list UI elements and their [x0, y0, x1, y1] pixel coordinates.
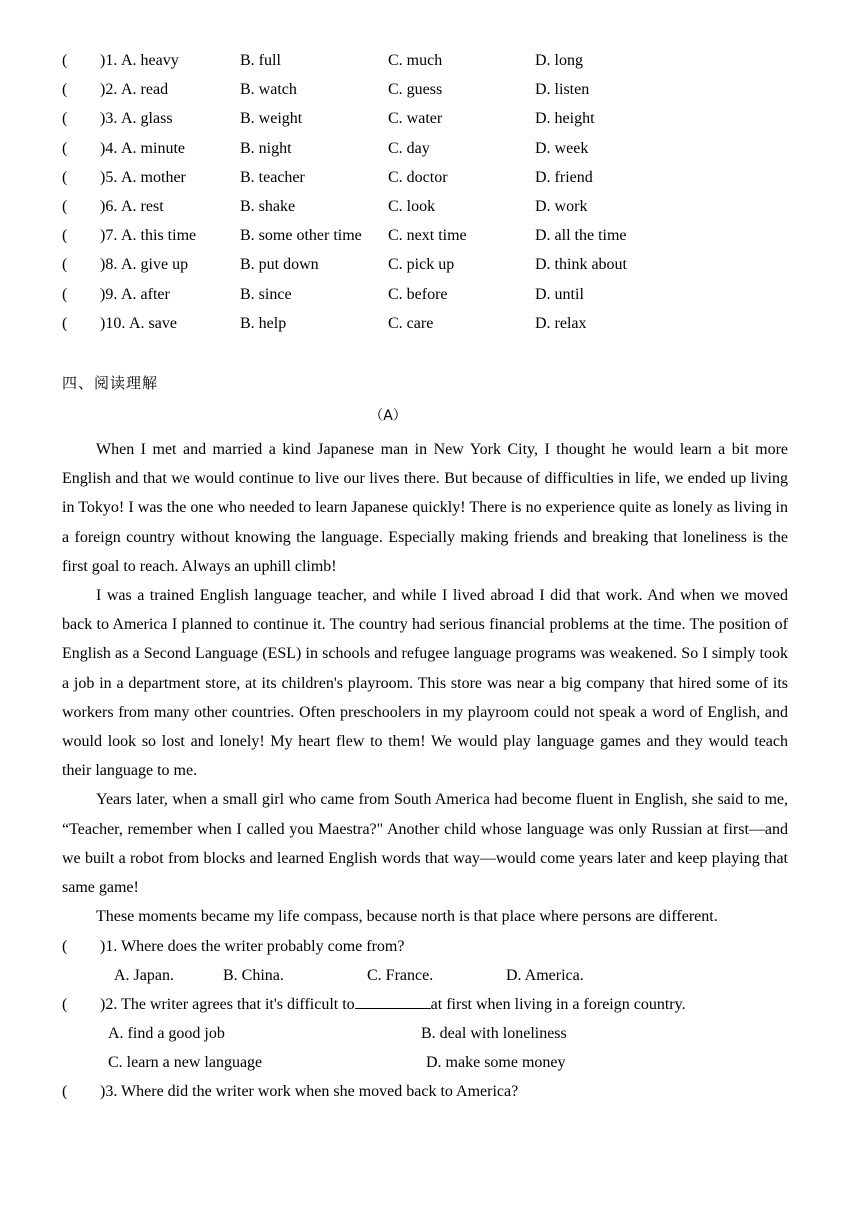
question-number: )3. [100, 110, 118, 128]
option-c: C. care [388, 314, 434, 332]
option-b: B. teacher [240, 168, 305, 186]
option-d: D. long [535, 52, 583, 69]
option-d: D. work [535, 198, 588, 215]
question-text-after: at first when living in a foreign country. [430, 996, 686, 1013]
choice-b: B. China. [223, 967, 284, 984]
option-b: B. shake [240, 198, 296, 215]
option-d: D. until [535, 285, 584, 303]
choice-b: B. deal with loneliness [421, 1025, 567, 1042]
answer-paren-open: ( [62, 1083, 68, 1100]
option-a: A. this time [121, 227, 197, 245]
option-b: B. some other time [240, 227, 362, 245]
passage-paragraph: I was a trained English language teacher, and while I lived abroad I did that work. And when we moved back to America I planned to continue it. The country had serious financial problems at the time. The position of English as a Second Language (ESL) in schools and refugee language programs was weakened. So I simply took a job in a department store, at its children's playroom. This store was near a big company that hired some of its workers from many other countries. Often preschoolers in my playroom could not speak a word of English, and would look so lost and lonely! My heart flew to them! We would play language games and they would teach their language to me. [62, 587, 788, 780]
option-b: B. watch [240, 81, 297, 99]
option-b: B. since [240, 285, 292, 303]
answer-paren-open: ( [62, 110, 68, 128]
choice-c: C. France. [367, 967, 434, 984]
option-a: A. read [121, 81, 169, 99]
section-title: 四、阅读理解 [62, 374, 159, 392]
question-text [100, 994, 686, 1016]
answer-paren-open: ( [62, 285, 68, 303]
answer-paren-open: ( [62, 938, 68, 955]
question-number: )5. [100, 168, 118, 186]
question-number: )7. [100, 227, 118, 245]
choice-a: A. find a good job [108, 1025, 225, 1042]
question-number: )9. [100, 285, 118, 303]
question-text: )1. Where does the writer probably come from? [100, 938, 405, 955]
choice-a: A. Japan. [114, 967, 174, 984]
option-d: D. week [535, 139, 589, 157]
option-b: B. put down [240, 256, 319, 274]
option-c: C. much [388, 52, 443, 69]
passage-paragraph: When I met and married a kind Japanese man in New York City, I thought he would learn a bit more English and that we would continue to live our lives there. But because of difficulties in life, we ended up living in Tokyo! I was the one who needed to learn Japanese quickly! There is no experience quite as lonely as living in a foreign country without knowing the language. Especially making friends and breaking that loneliness is the first goal to reach. Always an uphill climb! [62, 441, 788, 575]
option-b: B. full [240, 52, 281, 69]
option-c: C. pick up [388, 256, 455, 274]
option-b: B. weight [240, 110, 303, 128]
passage-paragraph: Years later, when a small girl who came from South America had become fluent in English, she said to me, “Teacher, remember when I called you Maestra?" Another child whose language was only Russian at first—and we built a robot from blocks and learned English words that way—would come years later and keep playing that same game! [62, 791, 788, 897]
answer-paren-open: ( [62, 198, 68, 215]
option-a: A. after [121, 285, 170, 303]
option-c: C. look [388, 198, 436, 215]
option-c: C. guess [388, 81, 443, 99]
question-number: )2. [100, 81, 118, 99]
option-d: D. relax [535, 314, 587, 332]
answer-paren-open: ( [62, 139, 68, 157]
option-a: A. mother [121, 168, 186, 186]
option-a: A. give up [121, 256, 189, 274]
answer-paren-open: ( [62, 314, 68, 332]
option-a: A. glass [121, 110, 173, 128]
choice-c: C. learn a new language [108, 1054, 263, 1071]
option-b: B. night [240, 139, 292, 157]
option-d: D. height [535, 110, 595, 128]
answer-paren-open: ( [62, 996, 68, 1013]
answer-paren-open: ( [62, 227, 68, 245]
option-d: D. friend [535, 168, 593, 186]
option-c: C. doctor [388, 168, 448, 186]
choice-d: D. make some money [426, 1054, 566, 1071]
option-d: D. listen [535, 81, 590, 99]
question-text: )3. Where did the writer work when she moved back to America? [100, 1083, 519, 1100]
answer-paren-open: ( [62, 52, 68, 69]
question-number: )1. [100, 52, 118, 69]
option-c: C. day [388, 139, 430, 157]
option-c: C. before [388, 285, 448, 303]
option-d: D. all the time [535, 227, 627, 245]
question-number: )8. [100, 256, 118, 274]
answer-paren-open: ( [62, 81, 68, 99]
passage-label: （A） [369, 408, 407, 424]
option-a: A. minute [121, 139, 185, 157]
passage-paragraph: These moments became my life compass, because north is that place where persons are different. [96, 908, 718, 926]
option-a: A. rest [121, 198, 164, 215]
question-number: )10. [100, 314, 126, 332]
option-b: B. help [240, 314, 287, 332]
question-text-before: )2. The writer agrees that it's difficult to [100, 996, 355, 1013]
option-d: D. think about [535, 256, 627, 274]
answer-blank [355, 994, 431, 1009]
answer-paren-open: ( [62, 256, 68, 274]
option-c: C. next time [388, 227, 467, 245]
question-number: )4. [100, 139, 118, 157]
choice-d: D. America. [506, 967, 584, 984]
option-a: A. save [129, 314, 177, 332]
option-c: C. water [388, 110, 443, 128]
answer-paren-open: ( [62, 168, 68, 186]
option-a: A. heavy [121, 52, 179, 69]
reading-passage [62, 435, 788, 931]
question-number: )6. [100, 198, 118, 215]
